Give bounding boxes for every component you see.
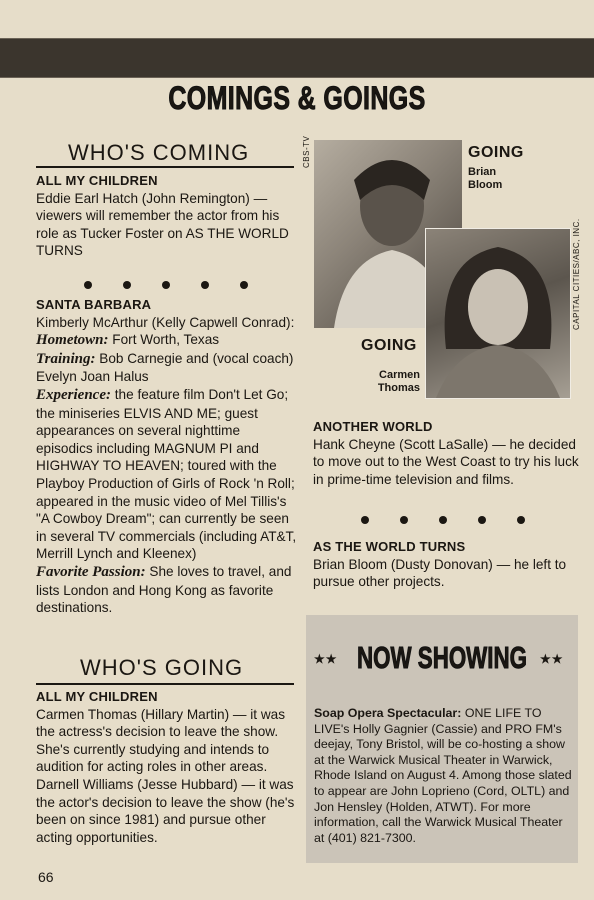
caption-line: Carmen [379, 369, 420, 381]
whos-going-heading: WHO'S GOING [80, 655, 244, 680]
photo-credit-left: CBS-TV [302, 135, 311, 168]
show-name: ANOTHER WORLD [313, 419, 433, 434]
entry-text: Darnell Williams (Jesse Hubbard) — it was the actor's decision to leave the show (he's been on since 1981) and pursue other acting opportunities. [36, 776, 295, 845]
separator-dots [84, 276, 279, 292]
passion-value: She loves to travel, and lists London and Hong Kong as favorite destinations. [36, 563, 292, 616]
now-showing-title: NOW SHOWING [357, 640, 527, 675]
going-entry [36, 688, 298, 846]
whos-coming-rule [36, 166, 294, 168]
coming-entry-2 [36, 296, 298, 617]
training-value: Bob Carnegie and (vocal coach) Evelyn Joan Halus [36, 350, 294, 385]
show-name: ALL MY CHILDREN [36, 173, 158, 188]
coming-entry-1 [36, 172, 298, 260]
entry-text: Kimberly McArthur (Kelly Capwell Conrad): [36, 314, 295, 330]
going-label-2: GOING [361, 337, 417, 354]
training-label: Training: [36, 350, 96, 367]
caption-line: Thomas [377, 382, 420, 394]
hometown-label: Hometown: [36, 332, 109, 349]
going-label-1: GOING [468, 144, 524, 161]
experience-value: the feature film Don't Let Go; the miniseries ELVIS AND ME; guest appearances on several nighttime episodics including MAGNUM PI and HIGHWAY TO HEAVEN; toured with the Playboy Production of Girls of Rock 'n Roll; appeared in the music video of Mel Tillis's "A Cowboy Dream"; can currently be seen in several TV commercials (including AT&T, Merrill Lynch and Kleenex) [36, 386, 297, 562]
stars-left-icon: ★★ [314, 652, 338, 666]
entry-text: Hank Cheyne (Scott LaSalle) — he decided to move out to the West Coast to try his luck in prime-time television and films. [313, 436, 579, 487]
now-showing-text [314, 706, 572, 846]
photo-caption-2 [372, 369, 420, 395]
caption-line: Brian [468, 166, 497, 178]
whos-going-rule [36, 683, 294, 685]
page-masthead: COMINGS & GOINGS [168, 80, 426, 116]
photo-carmen-thomas [425, 228, 571, 399]
stars-right-icon: ★★ [540, 652, 564, 666]
whos-coming-heading: WHO'S COMING [68, 140, 250, 165]
separator-dots [361, 511, 556, 527]
decorative-pattern-band [0, 38, 594, 78]
now-showing-body: ONE LIFE TO LIVE's Holly Gagnier (Cassie) and PRO FM's deejay, Tony Bristol, will be co-hosting a show at the Warwick Musical Theater in Warwick, Rhode Island on August 4. Among those slated to appear are John Loprieno (Cord, OLTL) and Jon Hensley (Holden, ATWT). For more information, call the Warwick Musical Theater at (401) 821-7300. [314, 706, 572, 845]
experience-label: Experience: [36, 386, 111, 403]
right-entry-2 [313, 538, 581, 591]
show-name: SANTA BARBARA [36, 297, 152, 312]
passion-label: Favorite Passion: [36, 563, 146, 580]
hometown-value: Fort Worth, Texas [112, 332, 220, 348]
entry-text: Carmen Thomas (Hillary Martin) — it was the actress's decision to leave the show. She's currently studying and intends to audition for acting roles in other areas. [36, 706, 286, 775]
show-name: ALL MY CHILDREN [36, 689, 158, 704]
page-number: 66 [38, 869, 54, 885]
entry-text: Brian Bloom (Dusty Donovan) — he left to pursue other projects. [313, 556, 567, 590]
show-name: AS THE WORLD TURNS [313, 539, 466, 554]
entry-text: Eddie Earl Hatch (John Remington) — viewers will remember the actor from his role as Tucker Foster on AS THE WORLD TURNS [36, 190, 289, 259]
now-showing-lead: Soap Opera Spectacular: [314, 706, 462, 720]
photo-caption-1 [468, 166, 502, 192]
caption-line: Bloom [468, 179, 503, 191]
portrait-silhouette [426, 229, 570, 398]
photo-credit-right: CAPITAL CITIES/ABC, INC. [572, 218, 581, 330]
right-entry-1 [313, 418, 581, 488]
